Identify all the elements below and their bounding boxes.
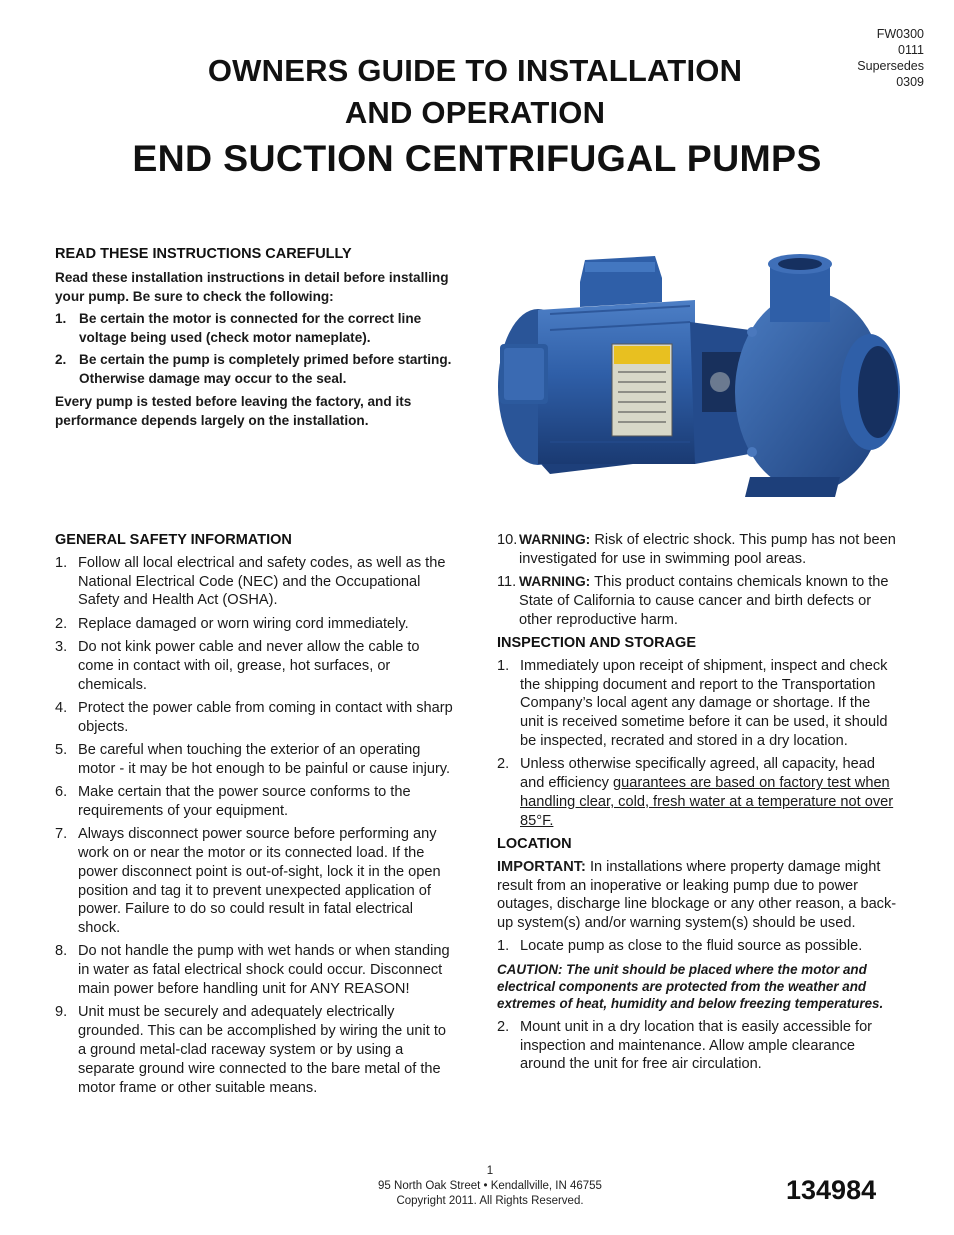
item-number: 6. bbox=[55, 784, 68, 801]
section-heading: READ THESE INSTRUCTIONS CAREFULLY bbox=[55, 246, 352, 262]
copyright-notice: Copyright 2011. All Rights Reserved. bbox=[396, 1195, 584, 1207]
page-footer bbox=[340, 1164, 640, 1209]
doc-code-line: Supersedes bbox=[857, 59, 924, 73]
item-number: 1. bbox=[497, 938, 510, 955]
warning-text: This product contains chemicals known to the State of California to cause cancer and birth defects or other reproductive harm. bbox=[519, 574, 889, 628]
page-title bbox=[150, 50, 800, 134]
item-number: 7. bbox=[55, 826, 68, 843]
item-number: 9. bbox=[55, 1004, 68, 1021]
read-checklist bbox=[55, 309, 453, 388]
list-item bbox=[55, 309, 453, 347]
list-item bbox=[497, 937, 897, 956]
warning-label: WARNING: bbox=[519, 574, 591, 590]
list-item bbox=[497, 657, 897, 751]
list-item bbox=[55, 942, 457, 998]
page-number: 1 bbox=[486, 1165, 494, 1177]
list-item bbox=[55, 638, 457, 694]
company-address: 95 North Oak Street • Kendallville, IN 46755 bbox=[378, 1180, 602, 1192]
location-list bbox=[497, 937, 897, 956]
document-code bbox=[857, 26, 924, 90]
item-text: Protect the power cable from coming in contact with sharp objects. bbox=[78, 699, 453, 735]
item-text: Make certain that the power source conforms to the requirements of your equipment. bbox=[78, 784, 411, 819]
item-text bbox=[519, 531, 897, 569]
item-number: 2. bbox=[55, 615, 68, 632]
item-number: 4. bbox=[55, 699, 68, 716]
item-number: 10. bbox=[497, 532, 518, 548]
doc-code-line: 0111 bbox=[898, 43, 924, 57]
item-number: 11. bbox=[497, 574, 517, 591]
guarantee-text: Unless otherwise specifically agreed, all capacity, head and efficiency bbox=[520, 756, 876, 792]
caution-note: CAUTION: The unit should be placed where the motor and electrical components are protected from the weather and extremes of heat, humidity and below freezing temperatures. bbox=[497, 961, 884, 1011]
item-number: 3. bbox=[55, 638, 68, 655]
title-line-2: AND OPERATION bbox=[344, 95, 606, 130]
item-text: Be careful when touching the exterior of an operating motor - it may be hot enough to be painful or cause injury. bbox=[78, 741, 451, 777]
title-line-1: OWNERS GUIDE TO INSTALLATION bbox=[207, 53, 743, 88]
item-number: 1. bbox=[55, 311, 67, 326]
right-column bbox=[497, 531, 897, 1079]
guarantee-underlined-text: guarantees are based on factory test when handling clear, cold, fresh water at a temperature not over 85°F. bbox=[520, 775, 894, 829]
page-subtitle: END SUCTION CENTRIFUGAL PUMPS bbox=[132, 137, 822, 179]
read-instructions-section bbox=[55, 246, 453, 430]
safety-list bbox=[55, 554, 457, 1098]
item-text: Do not kink power cable and never allow the cable to come in contact with oil, grease, hot surfaces, or chemicals. bbox=[78, 638, 420, 693]
read-intro: Read these installation instructions in detail before installing your pump. Be sure to check the following: bbox=[55, 270, 449, 304]
list-item bbox=[55, 1003, 457, 1097]
list-item bbox=[497, 755, 897, 830]
item-number: 1. bbox=[55, 554, 68, 571]
list-item bbox=[497, 1018, 897, 1074]
item-number: 8. bbox=[55, 943, 68, 960]
inspection-list bbox=[497, 657, 897, 831]
item-number: 1. bbox=[497, 657, 510, 674]
item-text: Follow all local electrical and safety codes, as well as the National Electrical Code (NEC) and the Occupational Safety and Health Act (OSHA). bbox=[78, 554, 446, 609]
warning-label: WARNING: bbox=[519, 532, 591, 547]
read-outro: Every pump is tested before leaving the factory, and its performance depends largely on the installation. bbox=[55, 394, 412, 428]
item-text bbox=[520, 755, 897, 830]
part-number: 134984 bbox=[786, 1175, 877, 1205]
item-text: Unit must be securely and adequately electrically grounded. This can be accomplished by wiring the unit to a ground metal-clad raceway system or by using a separate ground wire connected to the bare metal of the motor frame or other suitable means. bbox=[78, 1004, 447, 1096]
list-item bbox=[55, 783, 457, 821]
list-item bbox=[55, 554, 457, 610]
item-number: 2. bbox=[497, 1018, 510, 1035]
list-item bbox=[497, 573, 897, 629]
item-number: 2. bbox=[497, 756, 510, 773]
location-list-continued bbox=[497, 1018, 897, 1074]
important-label: IMPORTANT: bbox=[497, 858, 586, 875]
item-text: Be certain the motor is connected for the correct line voltage being used (check motor nameplate). bbox=[79, 311, 422, 345]
item-text: Immediately upon receipt of shipment, inspect and check the shipping document and report to the Transportation Company’s local agent any damage or shortage. If the unit is received sometime before it can be used, it should be inspected, recrated and stored in a dry location. bbox=[520, 657, 888, 749]
safety-column bbox=[55, 531, 457, 1102]
item-text: Replace damaged or worn wiring cord immediately. bbox=[78, 615, 409, 632]
pump-photo bbox=[490, 252, 900, 522]
item-text bbox=[519, 573, 897, 629]
item-text: Mount unit in a dry location that is easily accessible for inspection and maintenance. Allow ample clearance around the unit for free air circulation. bbox=[520, 1018, 873, 1073]
item-text: Do not handle the pump with wet hands or when standing in water as fatal electrical shock could occur. Disconnect main power before handling unit for ANY REASON! bbox=[78, 943, 450, 998]
list-item bbox=[55, 825, 457, 938]
list-item bbox=[55, 741, 457, 779]
item-text: Be certain the pump is completely primed before starting. Otherwise damage may occur to the seal. bbox=[79, 352, 452, 386]
item-number: 2. bbox=[55, 352, 67, 367]
list-item bbox=[55, 699, 457, 737]
section-heading: LOCATION bbox=[497, 835, 572, 852]
doc-code-line: 0309 bbox=[896, 75, 924, 89]
list-item bbox=[55, 615, 457, 634]
safety-list-continued bbox=[497, 531, 897, 629]
list-item bbox=[55, 350, 453, 388]
section-heading: INSPECTION AND STORAGE bbox=[497, 634, 696, 651]
warning-text: Risk of electric shock. This pump has not been investigated for use in swimming pool areas. bbox=[519, 532, 896, 567]
section-heading: GENERAL SAFETY INFORMATION bbox=[55, 532, 292, 548]
item-text: Always disconnect power source before performing any work on or near the motor or its connected load. If the power disconnect point is out-of-sight, lock it in the open position and tag it to prevent unexpected application of power. Failure to do so could result in fatal electrical shock. bbox=[78, 826, 441, 937]
list-item bbox=[497, 531, 897, 569]
item-text: Locate pump as close to the fluid source as possible. bbox=[520, 938, 863, 955]
important-note bbox=[497, 858, 897, 933]
important-text: In installations where property damage might result from an inoperative or leaking pump due to power outages, discharge line blockage or any other reason, a back-up system(s) and/or warning system(s) should be used. bbox=[497, 858, 897, 932]
item-number: 5. bbox=[55, 741, 68, 758]
doc-code-line: FW0300 bbox=[876, 27, 924, 41]
